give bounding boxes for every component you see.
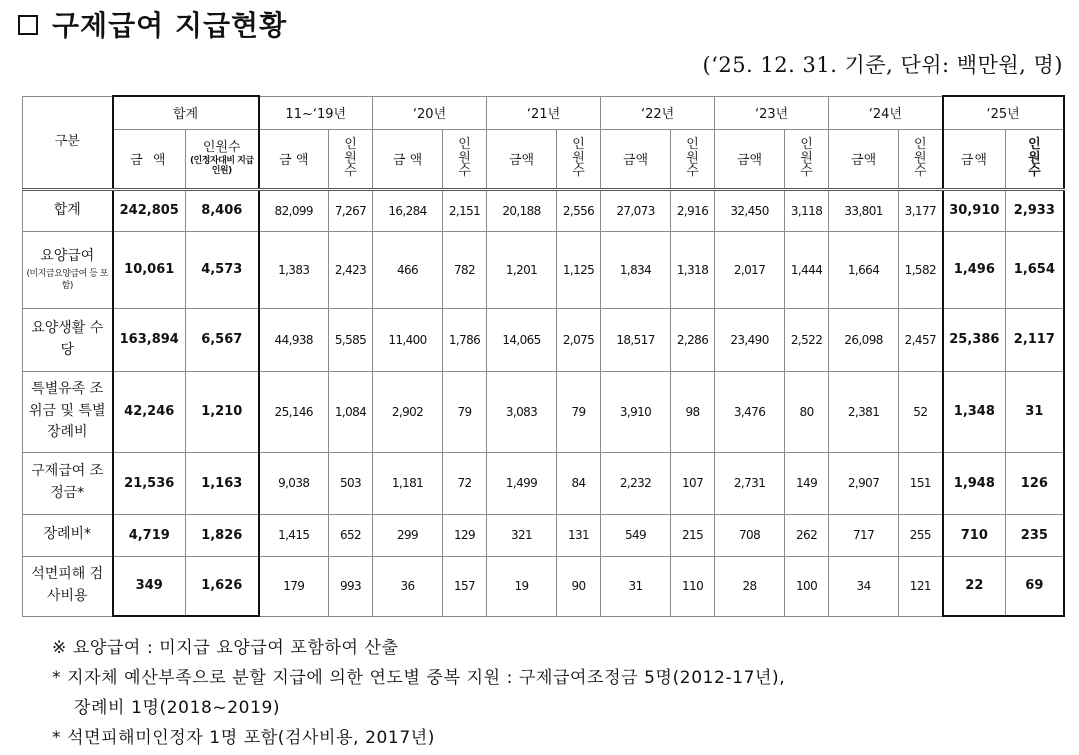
total-amount-cell: 21,536 (113, 452, 186, 514)
row-category-label: 요양급여 (40, 248, 95, 265)
year-count-cell: 2,916 (671, 189, 715, 231)
year-amount-cell: 1,415 (259, 514, 329, 556)
year-amount-cell: 708 (715, 514, 785, 556)
year-amount-cell: 2,902 (373, 371, 443, 452)
row-category-label: 특별유족 조위금 및 특별장례비 (28, 380, 106, 441)
total-count-cell: 8,406 (186, 189, 259, 231)
year-amount-cell: 1,499 (487, 452, 557, 514)
year-amount-cell: 2,731 (715, 452, 785, 514)
year-amount-cell: 28 (715, 556, 785, 616)
row-category (23, 371, 113, 452)
current-count-cell: 2,117 (1006, 308, 1064, 371)
header-year: ‘22년 (601, 96, 715, 129)
year-count-cell: 1,084 (329, 371, 373, 452)
year-amount-cell: 299 (373, 514, 443, 556)
header-amount: 금 액 (373, 129, 443, 189)
year-count-cell: 5,585 (329, 308, 373, 371)
header-amount: 금 액 (259, 129, 329, 189)
year-amount-cell: 3,476 (715, 371, 785, 452)
total-amount-cell: 10,061 (113, 231, 186, 308)
year-count-cell: 80 (785, 371, 829, 452)
year-amount-cell: 26,098 (829, 308, 899, 371)
header-row-sub (23, 129, 1064, 189)
total-amount-cell: 163,894 (113, 308, 186, 371)
header-row-years (23, 96, 1064, 129)
page-title: 구제급여 지급현황 (52, 9, 288, 42)
year-count-cell: 215 (671, 514, 715, 556)
header-current-amount: 금액 (943, 129, 1006, 189)
year-count-cell: 79 (443, 371, 487, 452)
year-amount-cell: 20,188 (487, 189, 557, 231)
header-category: 구분 (23, 96, 113, 189)
year-amount-cell: 3,910 (601, 371, 671, 452)
header-count: 인원수 (557, 129, 601, 189)
row-category (23, 189, 113, 231)
year-amount-cell: 31 (601, 556, 671, 616)
header-amount: 금액 (601, 129, 671, 189)
year-count-cell: 90 (557, 556, 601, 616)
row-category-label: 장례비* (43, 526, 92, 543)
current-amount-cell: 30,910 (943, 189, 1006, 231)
row-category-label: 구제급여 조정금* (31, 463, 104, 501)
year-amount-cell: 1,664 (829, 231, 899, 308)
year-count-cell: 2,151 (443, 189, 487, 231)
year-count-cell: 100 (785, 556, 829, 616)
year-amount-cell: 717 (829, 514, 899, 556)
current-amount-cell: 1,348 (943, 371, 1006, 452)
year-count-cell: 84 (557, 452, 601, 514)
year-amount-cell: 179 (259, 556, 329, 616)
table-row (23, 189, 1064, 231)
year-count-cell: 652 (329, 514, 373, 556)
table-row (23, 452, 1064, 514)
year-count-cell: 782 (443, 231, 487, 308)
header-year: ‘24년 (829, 96, 943, 129)
table-row (23, 514, 1064, 556)
year-amount-cell: 321 (487, 514, 557, 556)
header-amount: 금액 (487, 129, 557, 189)
header-year: ‘20년 (373, 96, 487, 129)
year-amount-cell: 2,907 (829, 452, 899, 514)
table-row (23, 308, 1064, 371)
header-count: 인원수 (329, 129, 373, 189)
header-count: 인원수 (899, 129, 943, 189)
row-category-label: 요양생활 수당 (31, 319, 104, 358)
year-count-cell: 3,118 (785, 189, 829, 231)
year-amount-cell: 18,517 (601, 308, 671, 371)
current-amount-cell: 710 (943, 514, 1006, 556)
total-amount-cell: 42,246 (113, 371, 186, 452)
basis-date-unit: (‘25. 12. 31. 기준, 단위: 백만원, 명) (702, 53, 1063, 77)
year-amount-cell: 27,073 (601, 189, 671, 231)
year-count-cell: 1,125 (557, 231, 601, 308)
year-count-cell: 1,786 (443, 308, 487, 371)
year-amount-cell: 3,083 (487, 371, 557, 452)
year-amount-cell: 25,146 (259, 371, 329, 452)
year-amount-cell: 44,938 (259, 308, 329, 371)
year-count-cell: 1,444 (785, 231, 829, 308)
year-count-cell: 2,075 (557, 308, 601, 371)
year-amount-cell: 1,383 (259, 231, 329, 308)
year-amount-cell: 32,450 (715, 189, 785, 231)
total-count-cell: 1,626 (186, 556, 259, 616)
year-amount-cell: 9,038 (259, 452, 329, 514)
header-current-count: 인원수 (1006, 129, 1064, 189)
year-amount-cell: 2,017 (715, 231, 785, 308)
total-count-cell: 1,826 (186, 514, 259, 556)
year-count-cell: 149 (785, 452, 829, 514)
row-category-label: 석면피해 검사비용 (31, 566, 104, 604)
header-year-current: ‘25년 (943, 96, 1064, 129)
year-amount-cell: 1,181 (373, 452, 443, 514)
current-count-cell: 126 (1006, 452, 1064, 514)
footnote: * 석면피해미인정자 1명 포함(검사비용, 2017년) (52, 728, 436, 748)
payment-status-table (22, 95, 1065, 617)
total-amount-cell: 349 (113, 556, 186, 616)
current-amount-cell: 22 (943, 556, 1006, 616)
current-count-cell: 235 (1006, 514, 1064, 556)
header-count: 인원수 (671, 129, 715, 189)
title-row (18, 2, 287, 46)
current-amount-cell: 25,386 (943, 308, 1006, 371)
table-row (23, 231, 1064, 308)
year-count-cell: 52 (899, 371, 943, 452)
current-amount-cell: 1,948 (943, 452, 1006, 514)
year-amount-cell: 23,490 (715, 308, 785, 371)
year-count-cell: 1,318 (671, 231, 715, 308)
footnote: ※ 요양급여 : 미지급 요양급여 포함하여 산출 (52, 638, 399, 658)
total-count-cell: 4,573 (186, 231, 259, 308)
checkbox-square-icon (18, 15, 38, 35)
current-count-cell: 2,933 (1006, 189, 1064, 231)
row-category (23, 452, 113, 514)
total-amount-cell: 242,805 (113, 189, 186, 231)
total-count-cell: 1,210 (186, 371, 259, 452)
row-category (23, 514, 113, 556)
year-count-cell: 2,423 (329, 231, 373, 308)
year-count-cell: 2,556 (557, 189, 601, 231)
row-category (23, 231, 113, 308)
year-amount-cell: 466 (373, 231, 443, 308)
year-amount-cell: 549 (601, 514, 671, 556)
year-count-cell: 121 (899, 556, 943, 616)
year-amount-cell: 16,284 (373, 189, 443, 231)
row-category (23, 556, 113, 616)
year-count-cell: 1,582 (899, 231, 943, 308)
year-count-cell: 110 (671, 556, 715, 616)
header-amount: 금액 (829, 129, 899, 189)
year-amount-cell: 34 (829, 556, 899, 616)
header-total-count: 인원수 (인정자대비 지급인원) (186, 129, 259, 189)
row-category-note: (미지급요양급여 등 포함) (26, 268, 108, 292)
year-count-cell: 3,177 (899, 189, 943, 231)
year-amount-cell: 82,099 (259, 189, 329, 231)
total-count-cell: 6,567 (186, 308, 259, 371)
year-amount-cell: 19 (487, 556, 557, 616)
footnote: 장례비 1명(2018~2019) (74, 698, 281, 718)
year-count-cell: 157 (443, 556, 487, 616)
header-count: 인원수 (443, 129, 487, 189)
row-category (23, 308, 113, 371)
total-count-cell: 1,163 (186, 452, 259, 514)
current-count-cell: 1,654 (1006, 231, 1064, 308)
header-year: 11~‘19년 (259, 96, 373, 129)
year-count-cell: 262 (785, 514, 829, 556)
table-row (23, 371, 1064, 452)
header-total: 합계 (113, 96, 259, 129)
year-amount-cell: 1,201 (487, 231, 557, 308)
year-count-cell: 72 (443, 452, 487, 514)
year-count-cell: 7,267 (329, 189, 373, 231)
year-count-cell: 79 (557, 371, 601, 452)
year-count-cell: 98 (671, 371, 715, 452)
year-count-cell: 131 (557, 514, 601, 556)
header-count: 인원수 (785, 129, 829, 189)
current-amount-cell: 1,496 (943, 231, 1006, 308)
year-count-cell: 2,522 (785, 308, 829, 371)
row-category-label: 합계 (53, 201, 81, 218)
year-count-cell: 151 (899, 452, 943, 514)
year-amount-cell: 11,400 (373, 308, 443, 371)
current-count-cell: 31 (1006, 371, 1064, 452)
current-count-cell: 69 (1006, 556, 1064, 616)
year-count-cell: 129 (443, 514, 487, 556)
year-amount-cell: 2,381 (829, 371, 899, 452)
year-amount-cell: 33,801 (829, 189, 899, 231)
year-amount-cell: 14,065 (487, 308, 557, 371)
year-count-cell: 503 (329, 452, 373, 514)
header-amount: 금액 (715, 129, 785, 189)
table-row (23, 556, 1064, 616)
year-count-cell: 2,457 (899, 308, 943, 371)
year-amount-cell: 2,232 (601, 452, 671, 514)
year-amount-cell: 1,834 (601, 231, 671, 308)
header-total-amount: 금 액 (113, 129, 186, 189)
year-count-cell: 2,286 (671, 308, 715, 371)
footnotes (52, 633, 785, 753)
year-count-cell: 107 (671, 452, 715, 514)
footnote: * 지자체 예산부족으로 분할 지급에 의한 연도별 중복 지원 : 구제급여조정금 5명(2012-17년), (52, 668, 786, 688)
year-count-cell: 255 (899, 514, 943, 556)
header-year: ‘23년 (715, 96, 829, 129)
year-count-cell: 993 (329, 556, 373, 616)
header-year: ‘21년 (487, 96, 601, 129)
total-amount-cell: 4,719 (113, 514, 186, 556)
year-amount-cell: 36 (373, 556, 443, 616)
